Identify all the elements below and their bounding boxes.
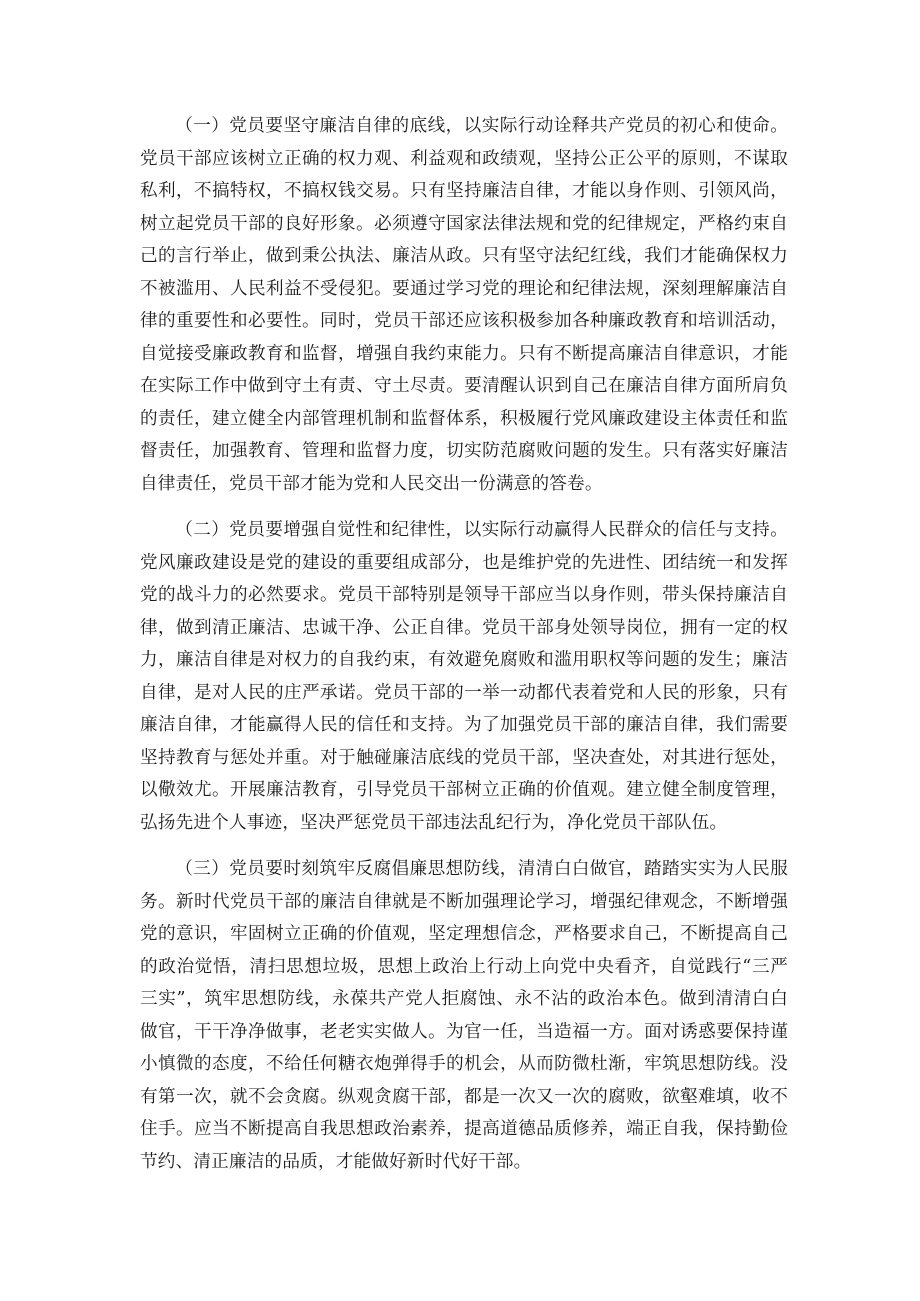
paragraph-2: （二）党员要增强自觉性和纪律性，以实际行动赢得人民群众的信任与支持。党风廉政建设是党的建设的重要组成部分，也是维护党的先进性、团结统一和发挥党的战斗力的必然要求。党员干部特别是领导干部应当以身作则，带头保持廉洁自律，做到清正廉洁、忠诚干净、公正自律。党员干部身处领导岗位，拥有一定的权力，廉洁自律是对权力的自我约束，有效避免腐败和滥用职权等问题的发生；廉洁自律，是对人民的庄严承诺。党员干部的一举一动都代表着党和人民的形象，只有廉洁自律，才能赢得人民的信任和支持。为了加强党员干部的廉洁自律，我们需要坚持教育与惩处并重。对于触碰廉洁底线的党员干部，坚决查处，对其进行惩处，以儆效尤。开展廉洁教育，引导党员干部树立正确的价值观。建立健全制度管理，弘扬先进个人事迹，坚决严惩党员干部违法乱纪行为，净化党员干部队伍。 (140, 520, 788, 833)
document-body (140, 110, 788, 1192)
paragraph-1: （一）党员要坚守廉洁自律的底线，以实际行动诠释共产党员的初心和使命。党员干部应该树立正确的权力观、利益观和政绩观，坚持公正公平的原则，不谋取私利，不搞特权，不搞权钱交易。只有坚持廉洁自律，才能以身作则、引领风尚，树立起党员干部的良好形象。必须遵守国家法律法规和党的纪律规定，严格约束自己的言行举止，做到秉公执法、廉洁从政。只有坚守法纪红线，我们才能确保权力不被滥用、人民利益不受侵犯。要通过学习党的理论和纪律法规，深刻理解廉洁自律的重要性和必要性。同时，党员干部还应该积极参加各种廉政教育和培训活动，自觉接受廉政教育和监督，增强自我约束能力。只有不断提高廉洁自律意识，才能在实际工作中做到守土有责、守土尽责。要清醒认识到自己在廉洁自律方面所肩负的责任，建立健全内部管理机制和监督体系，积极履行党风廉政建设主体责任和监督责任，加强教育、管理和监督力度，切实防范腐败问题的发生。只有落实好廉洁自律责任，党员干部才能为党和人民交出一份满意的答卷。 (140, 116, 788, 494)
paragraph-3: （三）党员要时刻筑牢反腐倡廉思想防线，清清白白做官，踏踏实实为人民服务。新时代党员干部的廉洁自律就是不断加强理论学习，增强纪律观念，不断增强党的意识，牢固树立正确的价值观，坚定理想信念，严格要求自己，不断提高自己的政治觉悟，清扫思想垃圾，思想上政治上行动上向党中央看齐，自觉践行“三严三实”，筑牢思想防线，永葆共产党人拒腐蚀、永不沾的政治本色。做到清清白白做官，干干净净做事，老老实实做人。为官一任，当造福一方。面对诱惑要保持谨小慎微的态度，不给任何糖衣炮弹得手的机会，从而防微杜渐，牢筑思想防线。没有第一次，就不会贪腐。纵观贪腐干部，都是一次又一次的腐败，欲壑难填，收不住手。应当不断提高自我思想政治素养，提高道德品质修养，端正自我，保持勤俭节约、清正廉洁的品质，才能做好新时代好干部。 (140, 859, 788, 1172)
